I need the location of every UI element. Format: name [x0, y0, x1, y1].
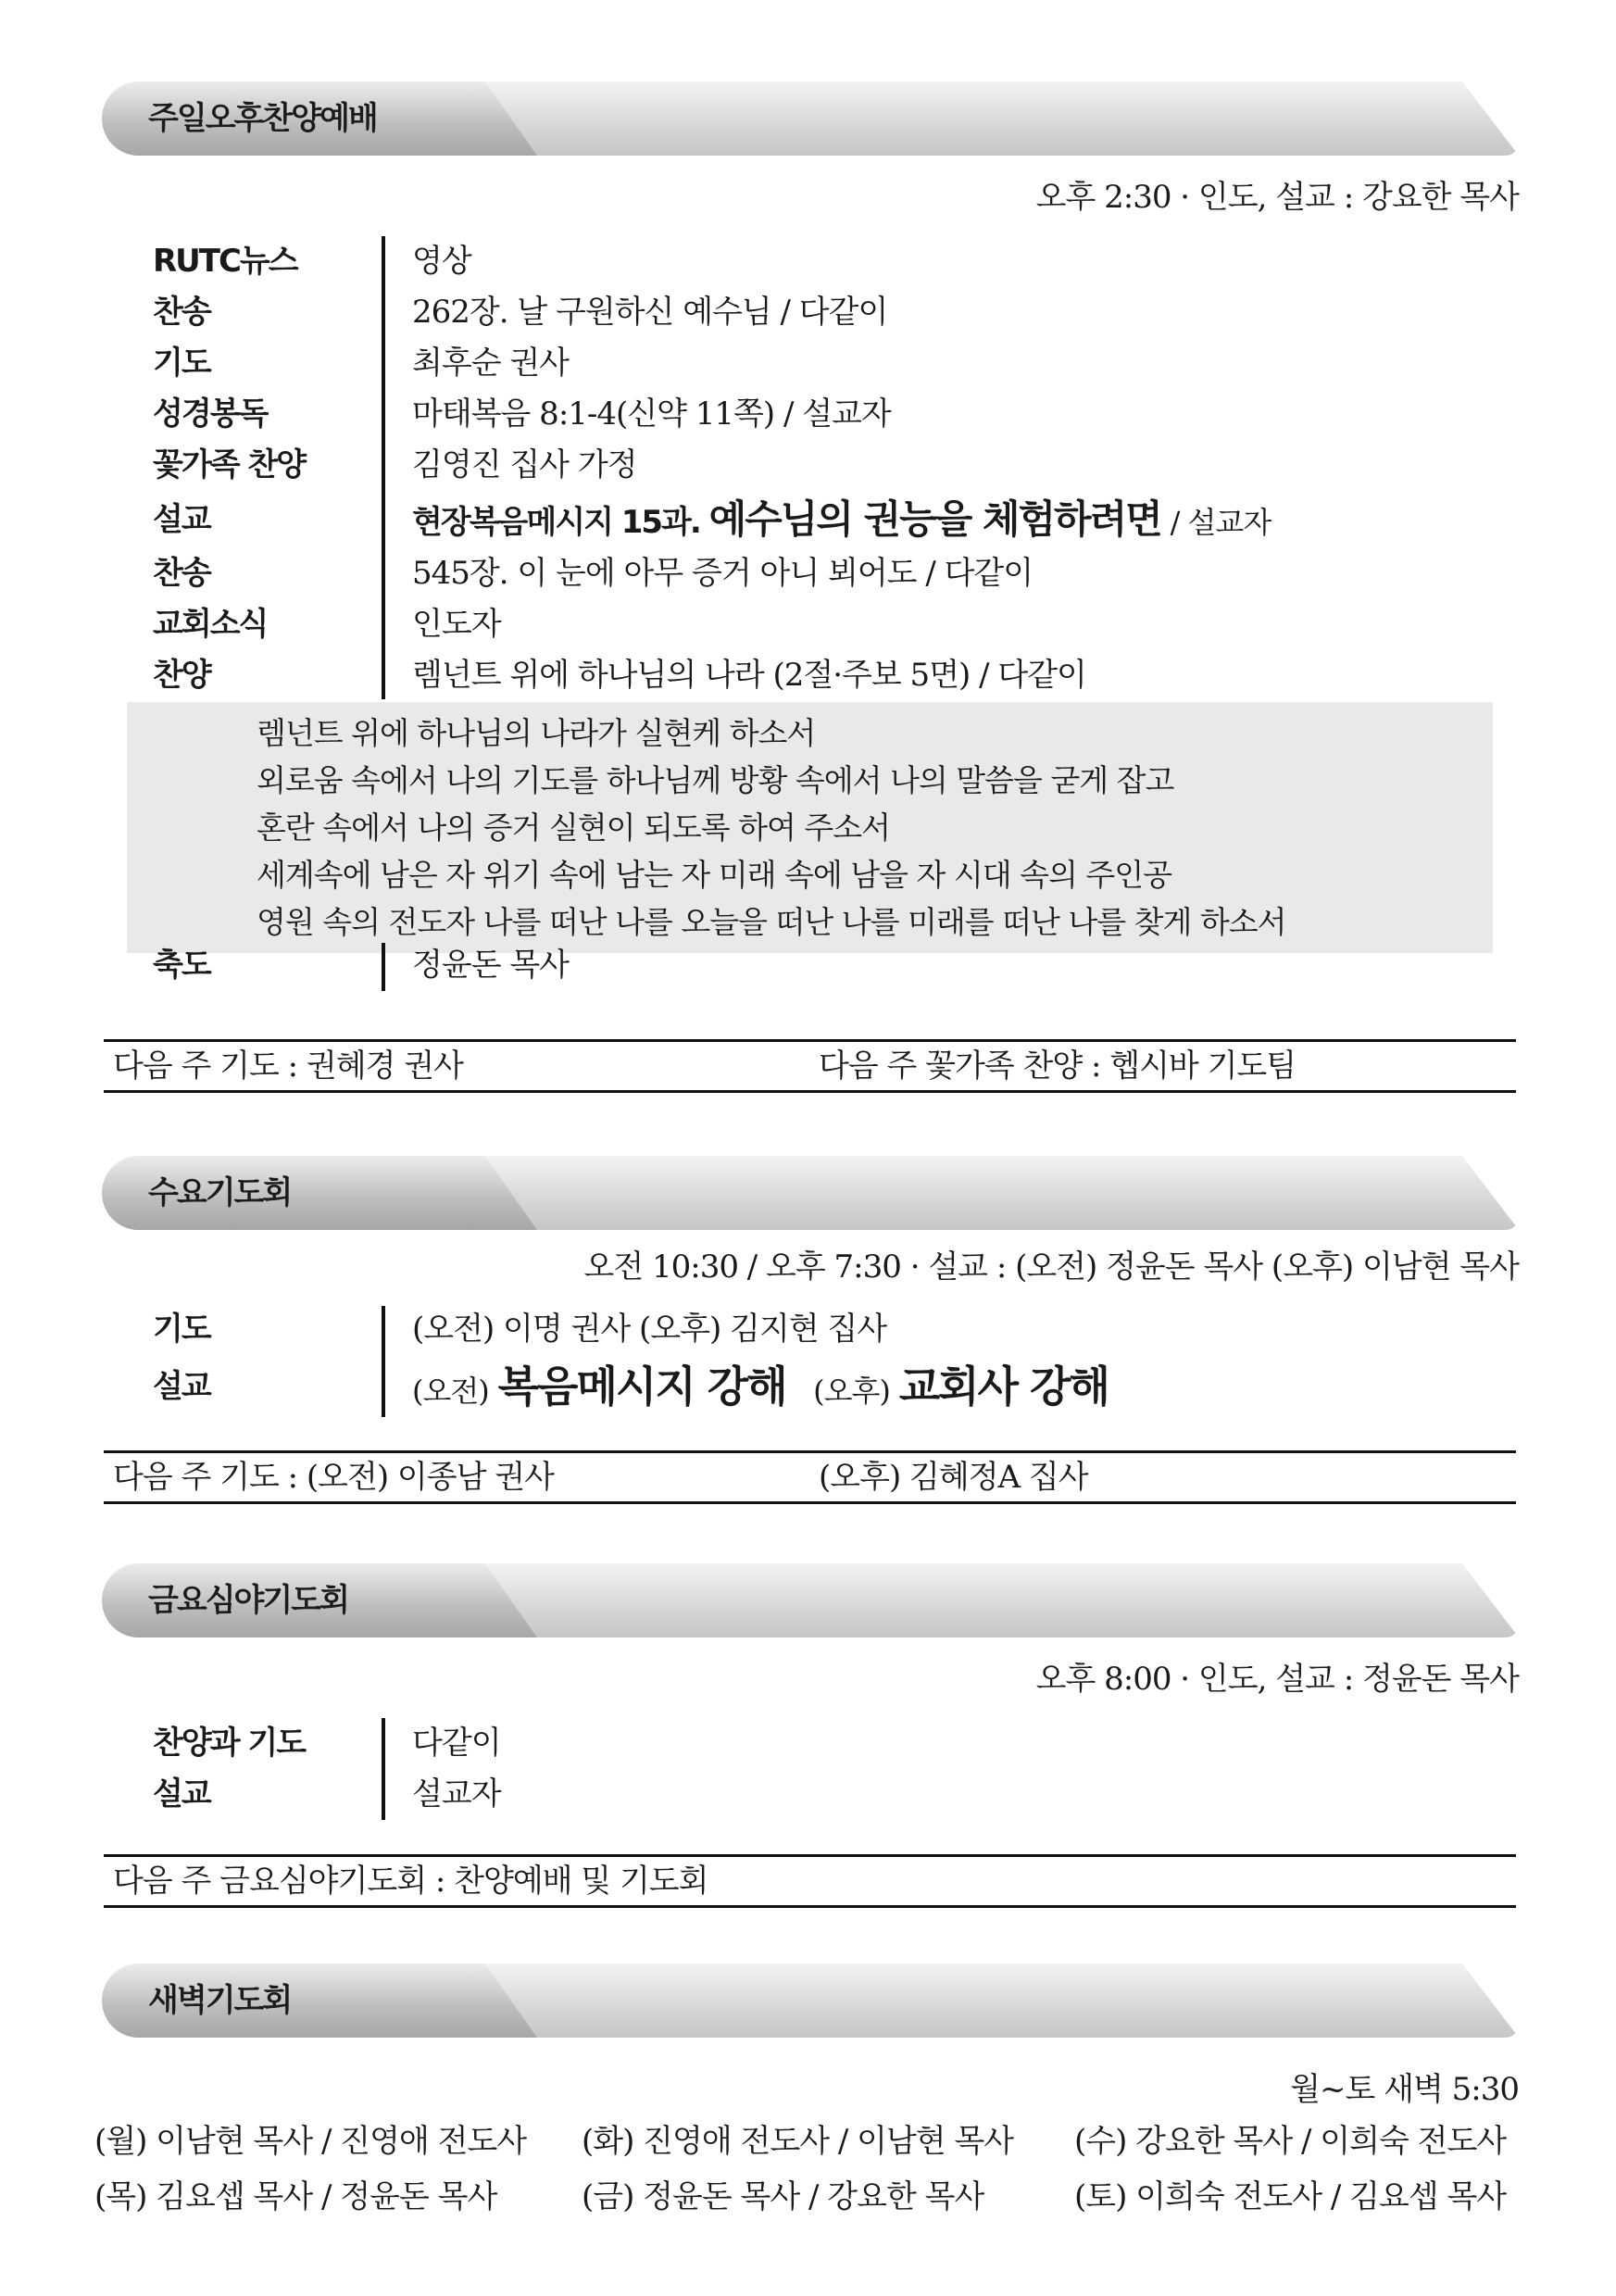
lyric-line: 외로움 속에서 나의 기도를 하나님께 방황 속에서 나의 말씀을 굳게 잡고: [257, 762, 1174, 798]
order-label: RUTC뉴스: [153, 243, 297, 280]
lyric-line: 세계속에 남은 자 위기 속에 남는 자 미래 속에 남을 자 시대 속의 주인공: [257, 857, 1171, 893]
dawn-cell: (화) 진영애 전도사 / 이남현 목사: [582, 2123, 1014, 2160]
order-label: 찬송: [153, 555, 210, 592]
sunday-time: 오후 2:30 · 인도, 설교 : 강요한 목사: [1035, 179, 1519, 216]
dawn-schedule-row: [0, 2114, 1616, 2169]
sermon-am-title: 복음메시지 강해: [497, 1361, 786, 1411]
lyric-line: 혼란 속에서 나의 증거 실현이 되도록 하여 주소서: [257, 809, 890, 846]
friday-time: 오후 8:00 · 인도, 설교 : 정윤돈 목사: [1035, 1661, 1519, 1698]
dawn-schedule-row: [0, 2169, 1616, 2225]
order-row: [0, 389, 1616, 440]
sermon-row: [0, 1355, 1616, 1418]
dawn-cell: (목) 김요셉 목사 / 정윤돈 목사: [94, 2178, 497, 2215]
friday-order: [0, 1718, 1616, 1820]
order-value: 최후순 권사: [412, 345, 570, 382]
order-value: (오전) 이명 권사 (오후) 김지현 집사: [412, 1311, 887, 1348]
sermon-prefix: 현장복음메시지 15과.: [412, 504, 700, 541]
order-value: 마태복음 8:1-4(신약 11쪽) / 설교자: [412, 395, 891, 433]
sermon-value: [412, 491, 1271, 551]
order-label: 찬양: [153, 657, 210, 694]
sermon-am-tag: (오전): [412, 1374, 489, 1409]
order-row: [0, 548, 1616, 599]
order-value: 렘넌트 위에 하나님의 나라 (2절·주보 5면) / 다같이: [412, 657, 1086, 694]
order-row: [0, 1718, 1616, 1769]
order-row: [0, 287, 1616, 338]
order-row: [0, 650, 1616, 701]
section-title-wednesday: 수요기도회: [148, 1174, 292, 1211]
sermon-row: [0, 491, 1616, 548]
next-week-box: [104, 1450, 1516, 1504]
order-label: 설교: [153, 1775, 210, 1813]
order-row: [0, 338, 1616, 389]
order-label: 성경봉독: [153, 395, 268, 433]
next-week-box: [104, 1854, 1516, 1908]
dawn-cell: (토) 이희숙 전도사 / 김요셉 목사: [1074, 2178, 1507, 2215]
order-label: 축도: [153, 947, 210, 984]
wednesday-time: 오전 10:30 / 오후 7:30 · 설교 : (오전) 정윤돈 목사 (오후) 이남현 목사: [583, 1248, 1519, 1286]
order-value: 다같이: [412, 1725, 501, 1762]
section-title-sunday: 주일오후찬양예배: [148, 100, 377, 137]
order-row: [0, 599, 1616, 650]
dawn-cell: (금) 정윤돈 목사 / 강요한 목사: [582, 2178, 984, 2215]
wednesday-order: [0, 1304, 1616, 1418]
dawn-cell: (월) 이남현 목사 / 진영애 전도사: [94, 2123, 527, 2160]
order-value: 설교자: [412, 1775, 501, 1813]
sermon-pm-tag: (오후): [813, 1374, 890, 1409]
order-label: 기도: [153, 1311, 210, 1348]
order-row: [0, 1304, 1616, 1355]
lyric-line: 렘넌트 위에 하나님의 나라가 실현케 하소서: [257, 715, 816, 751]
order-label: 설교: [153, 1368, 210, 1405]
dawn-cell: (수) 강요한 목사 / 이희숙 전도사: [1074, 2123, 1507, 2160]
order-label: 꽃가족 찬양: [153, 446, 306, 483]
order-row: [0, 236, 1616, 287]
lyric-line: 영원 속의 전도자 나를 떠난 나를 오늘을 떠난 나를 미래를 떠난 나를 찾게 하소서: [257, 904, 1286, 940]
sermon-title: 예수님의 권능을 체험하려면: [708, 496, 1161, 542]
next-week-box: [104, 1039, 1516, 1093]
next-week-prayer: 다음 주 기도 : 권혜경 권사: [113, 1048, 463, 1085]
next-week-friday: 다음 주 금요심야기도회 : 찬양예배 및 기도회: [113, 1863, 708, 1900]
order-value: 262장. 날 구원하신 예수님 / 다같이: [412, 294, 888, 331]
order-value: 김영진 집사 가정: [412, 446, 637, 483]
order-value: 인도자: [412, 606, 501, 643]
order-label: 교회소식: [153, 606, 268, 643]
lyrics-box: [127, 702, 1493, 953]
order-value: 영상: [412, 243, 471, 280]
order-value: 정윤돈 목사: [412, 947, 570, 984]
benediction: [0, 940, 1616, 991]
sermon-suffix: / 설교자: [1170, 505, 1272, 540]
next-week-prayer: 다음 주 기도 : (오전) 이종남 권사: [113, 1459, 554, 1496]
order-label: 찬양과 기도: [153, 1725, 306, 1762]
sunday-order: [0, 236, 1616, 701]
order-label: 설교: [153, 501, 210, 538]
section-title-dawn: 새벽기도회: [148, 1982, 292, 2019]
next-week-prayer-pm: (오후) 김혜정A 집사: [819, 1459, 1088, 1496]
sermon-value: [412, 1355, 1109, 1423]
order-row: [0, 940, 1616, 991]
dawn-time: 월~토 새벽 5:30: [1290, 2071, 1519, 2108]
next-week-flower: 다음 주 꽃가족 찬양 : 헵시바 기도팀: [819, 1048, 1297, 1085]
order-label: 기도: [153, 345, 210, 382]
order-row: [0, 440, 1616, 491]
order-row: [0, 1769, 1616, 1820]
order-value: 545장. 이 눈에 아무 증거 아니 뵈어도 / 다같이: [412, 555, 1033, 592]
sermon-pm-title: 교회사 강해: [898, 1361, 1109, 1411]
section-title-friday: 금요심야기도회: [148, 1582, 348, 1619]
order-label: 찬송: [153, 294, 210, 331]
